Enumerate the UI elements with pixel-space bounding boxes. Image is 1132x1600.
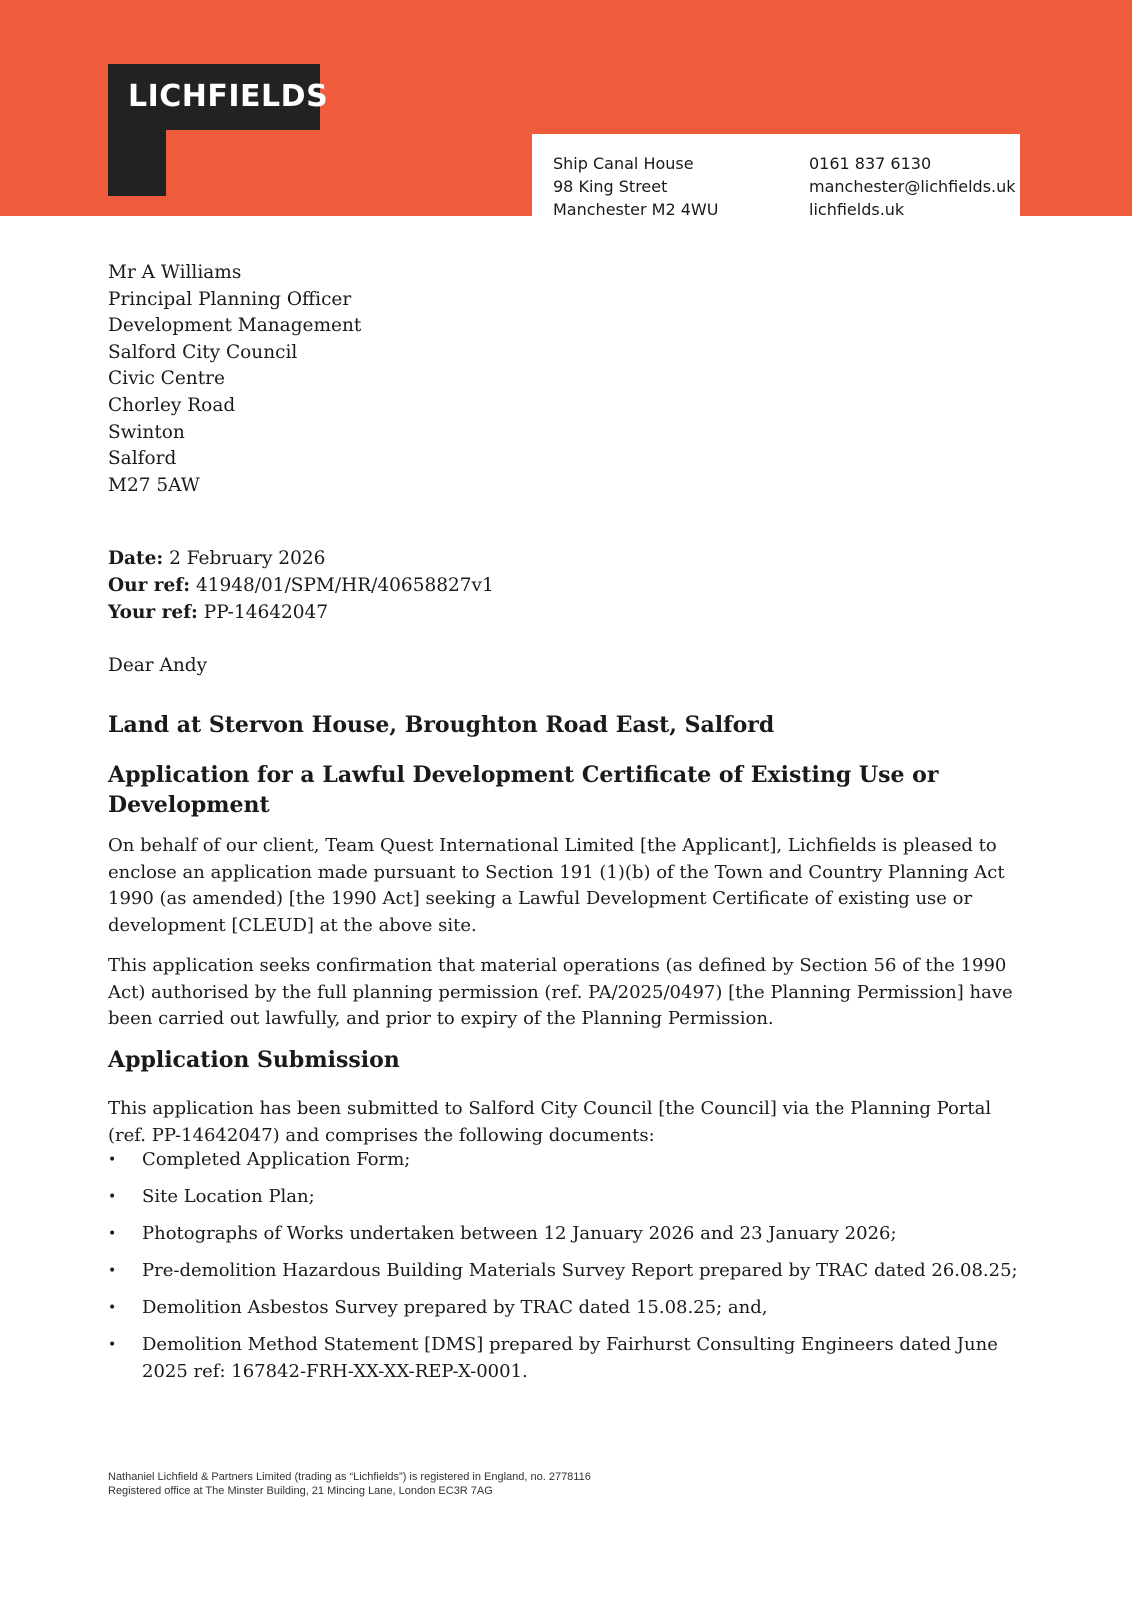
bullet-icon: • — [108, 1337, 117, 1353]
list-item — [108, 1295, 1028, 1322]
list-item-text: Pre-demolition Hazardous Building Materials Survey Report prepared by TRAC dated 26.08.25; — [142, 1260, 1018, 1281]
logo-text: LICHFIELDS — [128, 79, 329, 114]
office-email: manchester@lichfields.uk — [809, 177, 1016, 196]
our-ref-value: 41948/01/SPM/HR/40658827v1 — [190, 575, 494, 596]
office-address-line: Ship Canal House — [553, 154, 694, 173]
letter-meta — [108, 545, 494, 626]
your-ref-label: Your ref: — [108, 602, 198, 623]
office-address — [553, 152, 718, 221]
footer-registration: Nathaniel Lichfield & Partners Limited (trading as “Lichfields”) is registered in England, no. 2778116 — [108, 1471, 591, 1483]
list-item — [108, 1221, 1028, 1248]
bullet-icon: • — [108, 1300, 117, 1316]
site-heading: Land at Stervon House, Broughton Road East, Salford — [108, 712, 775, 738]
footer-office: Registered office at The Minster Building, 21 Mincing Lane, London EC3R 7AG — [108, 1485, 493, 1497]
application-heading: Application for a Lawful Development Certificate of Existing Use or Development — [108, 762, 939, 818]
date-row — [108, 545, 494, 572]
office-website: lichfields.uk — [809, 200, 905, 219]
list-item-text: Demolition Method Statement [DMS] prepared by Fairhurst Consulting Engineers dated June 2025 ref: 167842-FRH-XX-XX-REP-X-0001. — [142, 1334, 998, 1382]
bullet-icon: • — [108, 1226, 117, 1242]
company-footer — [108, 1470, 591, 1498]
contact-box — [532, 134, 1020, 219]
purpose-paragraph: This application seeks confirmation that material operations (as defined by Section 56 of the 1990 Act) authorised by the full planning permission (ref. PA/2025/0497) [the Planning Permission] have been carried out lawfully, and prior to expiry of the Planning Permission. — [108, 955, 1013, 1029]
intro-paragraph: On behalf of our client, Team Quest International Limited [the Applicant], Lichfields is pleased to enclose an application made pursuant to Section 191 (1)(b) of the Town and Country Planning Act 1990 (as amended) [the 1990 Act] seeking a Lawful Development Certificate of existing use or development [CLEUD] at the above site. — [108, 835, 1005, 936]
recipient-line: Salford — [108, 448, 177, 470]
list-item — [108, 1147, 1028, 1174]
recipient-line: M27 5AW — [108, 474, 200, 496]
list-item-text: Completed Application Form; — [142, 1149, 411, 1170]
office-address-line: 98 King Street — [553, 177, 668, 196]
recipient-line: Civic Centre — [108, 368, 225, 390]
salutation: Dear Andy — [108, 655, 208, 676]
your-ref-value: PP-14642047 — [197, 602, 329, 623]
recipient-line: Principal Planning Officer — [108, 288, 352, 310]
our-ref-label: Our ref: — [108, 575, 191, 596]
list-item — [108, 1258, 1028, 1285]
date-value: 2 February 2026 — [163, 548, 326, 569]
bullet-icon: • — [108, 1263, 117, 1279]
date-label: Date: — [108, 548, 164, 569]
recipient-address — [108, 260, 361, 499]
list-item — [108, 1332, 1028, 1385]
list-item — [108, 1184, 1028, 1211]
office-phone: 0161 837 6130 — [809, 154, 932, 173]
list-item-text: Demolition Asbestos Survey prepared by TRAC dated 15.08.25; and, — [142, 1297, 768, 1318]
our-ref-row — [108, 572, 494, 599]
documents-list — [108, 1147, 1028, 1396]
submission-heading: Application Submission — [108, 1047, 400, 1073]
office-contact — [809, 152, 1016, 221]
recipient-line: Mr A Williams — [108, 262, 242, 283]
recipient-line: Salford City Council — [108, 341, 298, 363]
recipient-line: Swinton — [108, 421, 185, 443]
logo-stem-block — [108, 130, 166, 196]
bullet-icon: • — [108, 1152, 117, 1168]
list-item-text: Photographs of Works undertaken between 12 January 2026 and 23 January 2026; — [142, 1223, 897, 1244]
bullet-icon: • — [108, 1189, 117, 1205]
recipient-line: Chorley Road — [108, 394, 236, 416]
recipient-line: Development Management — [108, 315, 362, 337]
list-item-text: Site Location Plan; — [142, 1186, 315, 1207]
submission-paragraph: This application has been submitted to Salford City Council [the Council] via the Planning Portal (ref. PP-14642047) and comprises the following documents: — [108, 1098, 992, 1146]
lichfields-logo — [108, 64, 329, 196]
office-address-line: Manchester M2 4WU — [553, 200, 719, 219]
your-ref-row — [108, 599, 494, 626]
